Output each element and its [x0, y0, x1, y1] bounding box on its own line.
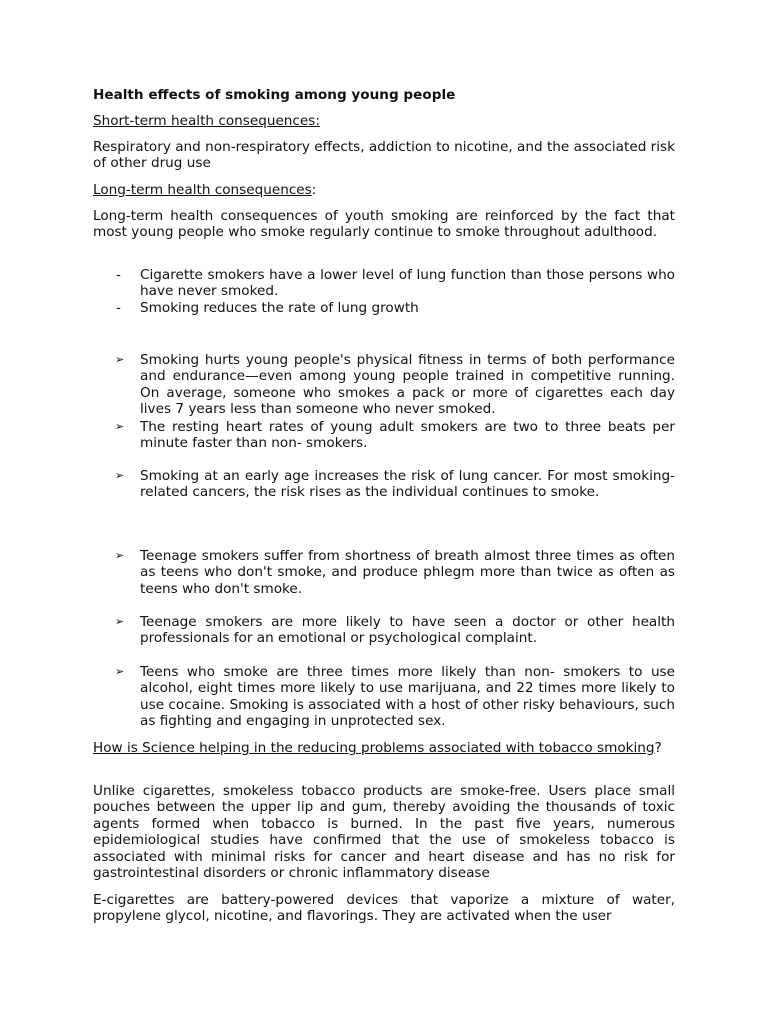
- science-heading-block: [93, 740, 675, 756]
- dash-list-item: [93, 267, 675, 300]
- arrow-bullet-icon: ➢: [115, 420, 125, 433]
- dash-item-text: Smoking reduces the rate of lung growth: [140, 299, 419, 316]
- short-term-paragraph-block: [93, 139, 675, 172]
- arrow-bullet-icon: ➢: [115, 469, 125, 482]
- dash-bullet-icon: -: [116, 299, 121, 316]
- arrow-bullet-icon: ➢: [115, 615, 125, 628]
- long-term-heading-text: Long-term health consequences: [93, 182, 312, 198]
- arrow-item-text: Teenage smokers are more likely to have seen a doctor or other health professionals for an emotional or psychological complaint.: [140, 614, 675, 647]
- dash-item-text: Cigarette smokers have a lower level of lung function than those persons who have never smoked.: [140, 267, 675, 300]
- arrow-list-item: [93, 548, 675, 597]
- arrow-item-text: The resting heart rates of young adult smokers are two to three beats per minute faster than non- smokers.: [140, 419, 675, 452]
- science-heading: [93, 740, 675, 756]
- arrow-list-item: [93, 352, 675, 418]
- arrow-list-item: [93, 468, 675, 501]
- arrow-item-text: Teens who smoke are three times more likely than non- smokers to use alcohol, eight times more likely to use marijuana, and 22 times more likely to use cocaine. Smoking is associated with a host of other risky behaviours, such as fighting and engaging in unprotected sex.: [140, 664, 675, 730]
- dash-list: [93, 267, 675, 316]
- ecig-paragraph-block: [93, 892, 675, 925]
- dash-bullet-icon: -: [116, 267, 121, 283]
- arrow-bullet-icon: ➢: [115, 665, 125, 678]
- short-term-paragraph: Respiratory and non-respiratory effects, addiction to nicotine, and the associated risk of other drug use: [93, 139, 675, 172]
- arrow-item-text: Smoking at an early age increases the risk of lung cancer. For most smoking-related cancers, the risk rises as the individual continues to smoke.: [140, 468, 675, 501]
- science-heading-text: How is Science helping in the reducing problems associated with tobacco smoking: [93, 740, 655, 756]
- short-term-heading-block: [93, 113, 675, 129]
- document-title-block: [93, 87, 675, 103]
- ecig-paragraph: E-cigarettes are battery-powered devices that vaporize a mixture of water, propylene glycol, nicotine, and flavorings. They are activated when the user: [93, 892, 675, 925]
- arrow-item-text: Smoking hurts young people's physical fitness in terms of both performance and endurance—even among young people trained in competitive running. On average, someone who smokes a pack or more of cigarettes each day lives 7 years less than someone who never smoked.: [140, 352, 675, 418]
- arrow-bullet-icon: ➢: [115, 549, 125, 562]
- arrow-list-item: [93, 664, 675, 730]
- science-heading-qmark: ?: [654, 740, 662, 756]
- long-term-heading-block: [93, 182, 675, 198]
- short-term-heading: Short-term health consequences:: [93, 113, 320, 129]
- arrow-item-text: Teenage smokers suffer from shortness of breath almost three times as often as teens who don't smoke, and produce phlegm more than twice as often as teens who don't smoke.: [140, 548, 675, 597]
- arrow-bullet-icon: ➢: [115, 353, 125, 366]
- long-term-heading: [93, 182, 675, 198]
- long-term-heading-colon: :: [311, 182, 317, 198]
- long-term-paragraph-block: [93, 208, 675, 241]
- long-term-paragraph: Long-term health consequences of youth smoking are reinforced by the fact that most young people who smoke regularly continue to smoke throughout adulthood.: [93, 208, 675, 241]
- smokeless-paragraph-block: [93, 783, 675, 881]
- dash-list-item: [93, 300, 675, 316]
- arrow-list-item: [93, 419, 675, 452]
- smokeless-paragraph: Unlike cigarettes, smokeless tobacco products are smoke-free. Users place small pouches between the upper lip and gum, thereby avoiding the thousands of toxic agents formed when tobacco is burned. In the past five years, numerous epidemiological studies have confirmed that the use of smokeless tobacco is associated with minimal risks for cancer and heart disease and has no risk for gastrointestinal disorders or chronic inflammatory disease: [93, 783, 675, 882]
- arrow-list-item: [93, 614, 675, 647]
- document-title: Health effects of smoking among young people: [93, 87, 456, 103]
